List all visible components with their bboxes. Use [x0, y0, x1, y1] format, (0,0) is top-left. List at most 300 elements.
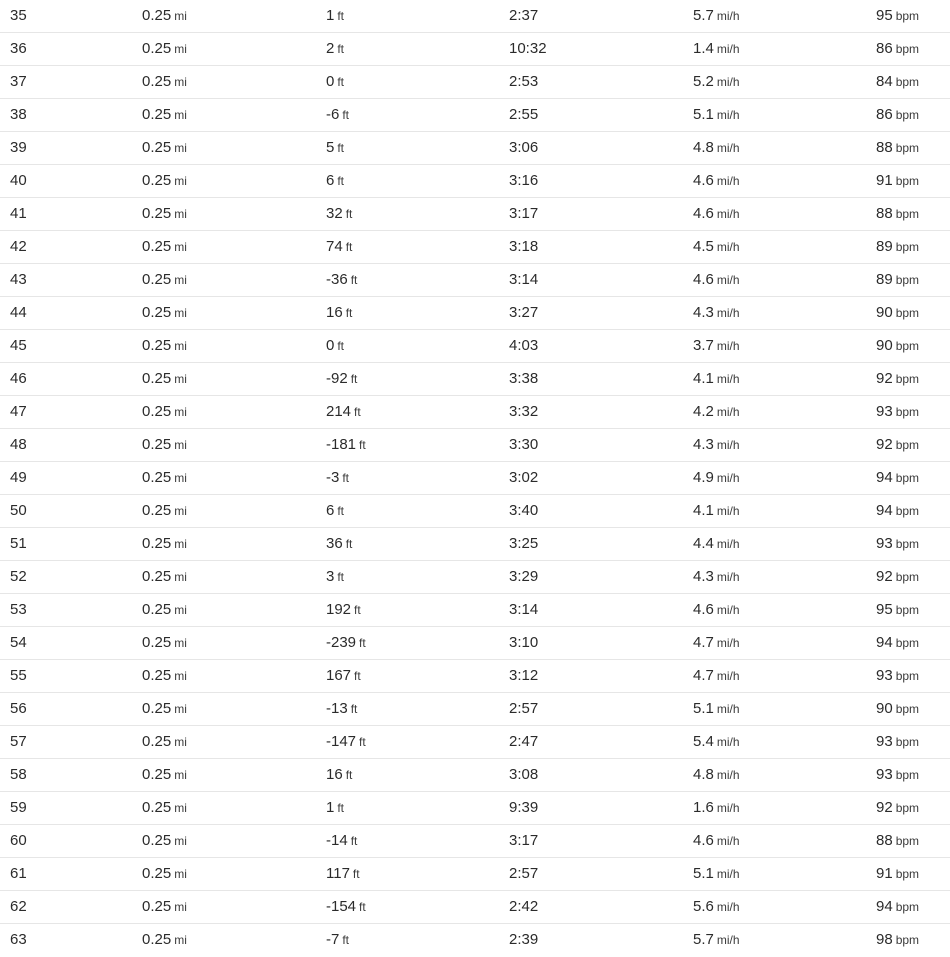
- split-elevation: [326, 594, 361, 626]
- distance-unit: mi: [174, 438, 187, 452]
- distance-unit: mi: [174, 735, 187, 749]
- split-elevation: [326, 825, 357, 857]
- split-time: 2:55: [509, 106, 539, 123]
- speed-value: 5.7: [693, 7, 714, 24]
- speed-unit: mi/h: [716, 9, 740, 23]
- split-speed: [693, 924, 740, 956]
- elevation-unit: ft: [342, 108, 350, 122]
- distance-value: 0.25: [142, 799, 172, 816]
- heart-rate-value: 93: [876, 403, 893, 420]
- split-heart-rate: [876, 132, 919, 164]
- heart-rate-unit: bpm: [895, 240, 920, 254]
- speed-unit: mi/h: [716, 834, 740, 848]
- split-distance: [142, 396, 187, 428]
- speed-unit: mi/h: [716, 735, 740, 749]
- split-speed: [693, 396, 740, 428]
- split-elevation: [326, 264, 357, 296]
- heart-rate-unit: bpm: [895, 933, 920, 947]
- speed-value: 4.6: [693, 271, 714, 288]
- distance-unit: mi: [174, 207, 187, 221]
- distance-unit: mi: [174, 603, 187, 617]
- speed-value: 4.6: [693, 832, 714, 849]
- split-heart-rate: [876, 627, 919, 659]
- elevation-unit: ft: [345, 537, 353, 551]
- split-heart-rate: [876, 825, 919, 857]
- heart-rate-value: 94: [876, 502, 893, 519]
- split-number: 56: [10, 700, 27, 717]
- distance-value: 0.25: [142, 436, 172, 453]
- split-speed: [693, 726, 740, 758]
- split-number: 61: [10, 865, 27, 882]
- elevation-value: -92: [326, 370, 348, 387]
- speed-value: 4.3: [693, 568, 714, 585]
- table-row: [0, 165, 950, 198]
- elevation-unit: ft: [337, 9, 345, 23]
- elevation-value: -7: [326, 931, 340, 948]
- distance-value: 0.25: [142, 700, 172, 717]
- split-speed: [693, 660, 740, 692]
- heart-rate-value: 90: [876, 337, 893, 354]
- distance-unit: mi: [174, 669, 187, 683]
- elevation-value: 1: [326, 7, 335, 24]
- table-row: [0, 198, 950, 231]
- split-elevation: [326, 726, 366, 758]
- split-distance: [142, 429, 187, 461]
- elevation-unit: ft: [359, 438, 366, 452]
- heart-rate-unit: bpm: [895, 735, 920, 749]
- speed-unit: mi/h: [716, 372, 740, 386]
- split-speed: [693, 858, 740, 890]
- distance-value: 0.25: [142, 931, 172, 948]
- speed-value: 5.7: [693, 931, 714, 948]
- heart-rate-value: 90: [876, 304, 893, 321]
- split-heart-rate: [876, 792, 919, 824]
- split-number: 54: [10, 634, 27, 651]
- speed-unit: mi/h: [716, 669, 740, 683]
- split-distance: [142, 264, 187, 296]
- speed-unit: mi/h: [716, 339, 740, 353]
- distance-value: 0.25: [142, 304, 172, 321]
- split-time: 9:39: [509, 799, 539, 816]
- elevation-unit: ft: [337, 504, 345, 518]
- split-time: 3:18: [509, 238, 539, 255]
- distance-value: 0.25: [142, 337, 172, 354]
- heart-rate-unit: bpm: [895, 372, 920, 386]
- split-speed: [693, 825, 740, 857]
- distance-unit: mi: [174, 108, 187, 122]
- split-speed: [693, 495, 740, 527]
- distance-unit: mi: [174, 141, 187, 155]
- speed-unit: mi/h: [716, 933, 740, 947]
- speed-value: 1.6: [693, 799, 714, 816]
- distance-unit: mi: [174, 900, 187, 914]
- heart-rate-value: 88: [876, 139, 893, 156]
- elevation-unit: ft: [359, 636, 366, 650]
- table-row: [0, 528, 950, 561]
- distance-unit: mi: [174, 471, 187, 485]
- elevation-unit: ft: [345, 768, 353, 782]
- split-heart-rate: [876, 297, 919, 329]
- split-heart-rate: [876, 693, 919, 725]
- elevation-unit: ft: [342, 933, 350, 947]
- speed-unit: mi/h: [716, 306, 740, 320]
- split-speed: [693, 891, 740, 923]
- heart-rate-value: 98: [876, 931, 893, 948]
- distance-value: 0.25: [142, 832, 172, 849]
- elevation-unit: ft: [345, 240, 353, 254]
- split-elevation: [326, 363, 357, 395]
- split-elevation: [326, 792, 344, 824]
- table-row: [0, 66, 950, 99]
- heart-rate-unit: bpm: [895, 75, 920, 89]
- split-heart-rate: [876, 99, 919, 131]
- heart-rate-unit: bpm: [895, 306, 920, 320]
- split-speed: [693, 66, 740, 98]
- split-elevation: [326, 231, 352, 263]
- heart-rate-unit: bpm: [895, 834, 920, 848]
- split-number: 36: [10, 40, 27, 57]
- split-number: 53: [10, 601, 27, 618]
- split-heart-rate: [876, 363, 919, 395]
- heart-rate-unit: bpm: [895, 108, 920, 122]
- speed-value: 5.2: [693, 73, 714, 90]
- split-speed: [693, 462, 740, 494]
- speed-unit: mi/h: [716, 900, 740, 914]
- split-speed: [693, 297, 740, 329]
- heart-rate-unit: bpm: [895, 504, 920, 518]
- speed-value: 4.3: [693, 304, 714, 321]
- distance-unit: mi: [174, 702, 187, 716]
- heart-rate-value: 92: [876, 370, 893, 387]
- split-time: 2:53: [509, 73, 539, 90]
- split-elevation: [326, 66, 344, 98]
- elevation-value: -13: [326, 700, 348, 717]
- speed-value: 4.3: [693, 436, 714, 453]
- split-distance: [142, 792, 187, 824]
- split-time: 3:29: [509, 568, 539, 585]
- elevation-unit: ft: [354, 405, 361, 419]
- heart-rate-value: 86: [876, 40, 893, 57]
- split-elevation: [326, 924, 349, 956]
- split-speed: [693, 33, 740, 65]
- speed-value: 4.5: [693, 238, 714, 255]
- distance-value: 0.25: [142, 238, 172, 255]
- heart-rate-value: 92: [876, 799, 893, 816]
- split-elevation: [326, 0, 344, 32]
- distance-value: 0.25: [142, 7, 172, 24]
- split-number: 48: [10, 436, 27, 453]
- elevation-value: 0: [326, 337, 335, 354]
- speed-unit: mi/h: [716, 867, 740, 881]
- split-time: 3:40: [509, 502, 539, 519]
- distance-value: 0.25: [142, 568, 172, 585]
- elevation-value: -3: [326, 469, 340, 486]
- speed-unit: mi/h: [716, 768, 740, 782]
- speed-value: 4.8: [693, 766, 714, 783]
- split-distance: [142, 297, 187, 329]
- distance-unit: mi: [174, 570, 187, 584]
- heart-rate-value: 93: [876, 733, 893, 750]
- split-distance: [142, 693, 187, 725]
- heart-rate-unit: bpm: [895, 339, 920, 353]
- split-time: 3:14: [509, 271, 539, 288]
- split-elevation: [326, 99, 349, 131]
- elevation-value: 1: [326, 799, 335, 816]
- split-elevation: [326, 297, 352, 329]
- split-heart-rate: [876, 858, 919, 890]
- split-heart-rate: [876, 891, 919, 923]
- distance-unit: mi: [174, 867, 187, 881]
- table-row: [0, 429, 950, 462]
- distance-value: 0.25: [142, 667, 172, 684]
- table-row: [0, 462, 950, 495]
- split-heart-rate: [876, 264, 919, 296]
- distance-value: 0.25: [142, 271, 172, 288]
- elevation-value: -6: [326, 106, 340, 123]
- distance-value: 0.25: [142, 865, 172, 882]
- table-row: [0, 561, 950, 594]
- split-distance: [142, 132, 187, 164]
- split-elevation: [326, 132, 344, 164]
- table-row: [0, 924, 950, 957]
- heart-rate-unit: bpm: [895, 207, 920, 221]
- split-elevation: [326, 693, 357, 725]
- speed-unit: mi/h: [716, 240, 740, 254]
- split-heart-rate: [876, 528, 919, 560]
- speed-unit: mi/h: [716, 603, 740, 617]
- split-speed: [693, 0, 740, 32]
- split-time: 3:25: [509, 535, 539, 552]
- table-row: [0, 495, 950, 528]
- elevation-value: 0: [326, 73, 335, 90]
- split-time: 3:14: [509, 601, 539, 618]
- heart-rate-value: 89: [876, 271, 893, 288]
- table-row: [0, 33, 950, 66]
- elevation-value: -14: [326, 832, 348, 849]
- split-number: 42: [10, 238, 27, 255]
- split-number: 38: [10, 106, 27, 123]
- split-speed: [693, 132, 740, 164]
- split-elevation: [326, 462, 349, 494]
- split-number: 35: [10, 7, 27, 24]
- table-row: [0, 594, 950, 627]
- elevation-value: 6: [326, 502, 335, 519]
- distance-value: 0.25: [142, 502, 172, 519]
- split-heart-rate: [876, 66, 919, 98]
- distance-unit: mi: [174, 174, 187, 188]
- heart-rate-unit: bpm: [895, 273, 920, 287]
- distance-unit: mi: [174, 933, 187, 947]
- speed-unit: mi/h: [716, 801, 740, 815]
- heart-rate-value: 94: [876, 469, 893, 486]
- elevation-value: -147: [326, 733, 357, 750]
- split-time: 3:27: [509, 304, 539, 321]
- table-row: [0, 231, 950, 264]
- split-time: 3:38: [509, 370, 539, 387]
- split-elevation: [326, 198, 352, 230]
- distance-unit: mi: [174, 240, 187, 254]
- speed-unit: mi/h: [716, 570, 740, 584]
- table-row: [0, 891, 950, 924]
- distance-unit: mi: [174, 339, 187, 353]
- heart-rate-value: 88: [876, 205, 893, 222]
- elevation-unit: ft: [342, 471, 350, 485]
- heart-rate-unit: bpm: [895, 174, 920, 188]
- speed-value: 5.4: [693, 733, 714, 750]
- split-heart-rate: [876, 0, 919, 32]
- split-elevation: [326, 429, 366, 461]
- split-distance: [142, 99, 187, 131]
- distance-value: 0.25: [142, 73, 172, 90]
- distance-unit: mi: [174, 75, 187, 89]
- heart-rate-unit: bpm: [895, 702, 920, 716]
- distance-value: 0.25: [142, 172, 172, 189]
- speed-value: 5.1: [693, 106, 714, 123]
- distance-unit: mi: [174, 801, 187, 815]
- elevation-value: 2: [326, 40, 335, 57]
- split-heart-rate: [876, 198, 919, 230]
- heart-rate-unit: bpm: [895, 438, 920, 452]
- speed-value: 4.8: [693, 139, 714, 156]
- split-time: 2:57: [509, 700, 539, 717]
- split-distance: [142, 891, 187, 923]
- split-elevation: [326, 165, 344, 197]
- elevation-unit: ft: [350, 834, 358, 848]
- split-distance: [142, 561, 187, 593]
- heart-rate-unit: bpm: [895, 900, 920, 914]
- heart-rate-unit: bpm: [895, 801, 920, 815]
- heart-rate-value: 93: [876, 766, 893, 783]
- speed-unit: mi/h: [716, 273, 740, 287]
- elevation-value: 16: [326, 304, 343, 321]
- speed-value: 4.6: [693, 172, 714, 189]
- split-heart-rate: [876, 330, 919, 362]
- heart-rate-value: 84: [876, 73, 893, 90]
- elevation-value: -239: [326, 634, 357, 651]
- elevation-unit: ft: [345, 207, 353, 221]
- distance-unit: mi: [174, 405, 187, 419]
- speed-value: 4.2: [693, 403, 714, 420]
- split-number: 52: [10, 568, 27, 585]
- split-heart-rate: [876, 660, 919, 692]
- split-elevation: [326, 396, 361, 428]
- split-speed: [693, 693, 740, 725]
- speed-unit: mi/h: [716, 438, 740, 452]
- heart-rate-value: 91: [876, 172, 893, 189]
- split-distance: [142, 759, 187, 791]
- split-heart-rate: [876, 231, 919, 263]
- elevation-value: 117: [326, 865, 350, 882]
- split-distance: [142, 924, 187, 956]
- distance-unit: mi: [174, 9, 187, 23]
- speed-unit: mi/h: [716, 141, 740, 155]
- elevation-unit: ft: [350, 372, 358, 386]
- speed-value: 1.4: [693, 40, 714, 57]
- split-number: 59: [10, 799, 27, 816]
- speed-unit: mi/h: [716, 504, 740, 518]
- split-distance: [142, 660, 187, 692]
- distance-value: 0.25: [142, 766, 172, 783]
- elevation-unit: ft: [337, 570, 345, 584]
- split-number: 55: [10, 667, 27, 684]
- speed-value: 5.6: [693, 898, 714, 915]
- split-speed: [693, 561, 740, 593]
- split-distance: [142, 66, 187, 98]
- speed-value: 4.7: [693, 634, 714, 651]
- table-row: [0, 660, 950, 693]
- split-time: 2:57: [509, 865, 539, 882]
- distance-value: 0.25: [142, 40, 172, 57]
- elevation-unit: ft: [337, 75, 345, 89]
- split-time: 2:39: [509, 931, 539, 948]
- speed-value: 4.7: [693, 667, 714, 684]
- split-distance: [142, 594, 187, 626]
- speed-unit: mi/h: [716, 174, 740, 188]
- split-time: 2:37: [509, 7, 539, 24]
- split-heart-rate: [876, 429, 919, 461]
- heart-rate-value: 93: [876, 667, 893, 684]
- split-speed: [693, 759, 740, 791]
- speed-unit: mi/h: [716, 405, 740, 419]
- split-speed: [693, 264, 740, 296]
- split-heart-rate: [876, 759, 919, 791]
- split-distance: [142, 165, 187, 197]
- speed-value: 4.6: [693, 601, 714, 618]
- split-time: 10:32: [509, 40, 547, 57]
- split-number: 37: [10, 73, 27, 90]
- elevation-value: -154: [326, 898, 357, 915]
- split-time: 3:30: [509, 436, 539, 453]
- distance-unit: mi: [174, 306, 187, 320]
- heart-rate-unit: bpm: [895, 471, 920, 485]
- split-speed: [693, 231, 740, 263]
- speed-value: 4.1: [693, 370, 714, 387]
- speed-unit: mi/h: [716, 75, 740, 89]
- elevation-unit: ft: [352, 867, 360, 881]
- speed-unit: mi/h: [716, 207, 740, 221]
- split-time: 3:06: [509, 139, 539, 156]
- split-speed: [693, 198, 740, 230]
- split-time: 3:17: [509, 205, 539, 222]
- split-distance: [142, 0, 187, 32]
- distance-unit: mi: [174, 834, 187, 848]
- split-distance: [142, 198, 187, 230]
- split-distance: [142, 330, 187, 362]
- distance-value: 0.25: [142, 898, 172, 915]
- split-heart-rate: [876, 165, 919, 197]
- split-number: 44: [10, 304, 27, 321]
- split-speed: [693, 627, 740, 659]
- split-number: 47: [10, 403, 27, 420]
- elevation-unit: ft: [337, 141, 345, 155]
- distance-unit: mi: [174, 537, 187, 551]
- elevation-value: 5: [326, 139, 335, 156]
- split-time: 2:47: [509, 733, 539, 750]
- speed-value: 4.9: [693, 469, 714, 486]
- heart-rate-unit: bpm: [895, 141, 920, 155]
- distance-value: 0.25: [142, 370, 172, 387]
- heart-rate-unit: bpm: [895, 42, 920, 56]
- speed-value: 3.7: [693, 337, 714, 354]
- heart-rate-value: 94: [876, 898, 893, 915]
- split-speed: [693, 99, 740, 131]
- elevation-unit: ft: [337, 42, 345, 56]
- split-elevation: [326, 891, 366, 923]
- split-heart-rate: [876, 495, 919, 527]
- split-number: 49: [10, 469, 27, 486]
- split-elevation: [326, 759, 352, 791]
- elevation-unit: ft: [337, 174, 345, 188]
